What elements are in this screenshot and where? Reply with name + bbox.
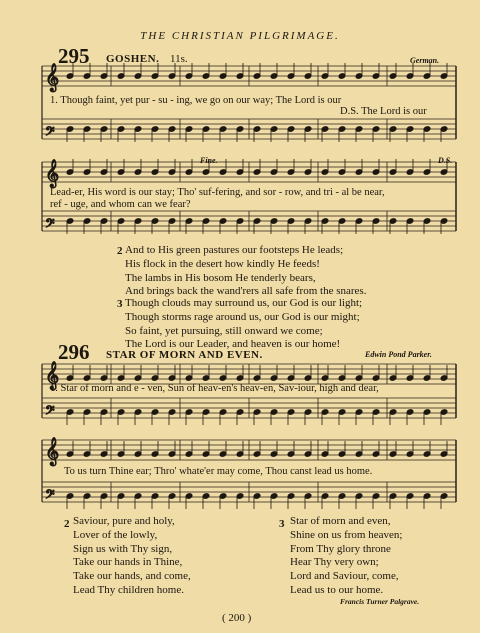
verse-line: And brings back the wand'rers all safe from the snares. xyxy=(125,285,367,298)
hymn-295-verse-3 xyxy=(125,297,362,352)
hymn-295-number: 295 xyxy=(58,44,90,68)
hymn-296-number: 296 xyxy=(58,340,90,364)
verse-line: Lead Thy children home. xyxy=(73,583,184,596)
hymn-295-lyric-line-1: 1. Though faint, yet pur - su - ing, we go on our way; The Lord is our xyxy=(50,95,342,106)
hymn-296-verse-2-number: 2 xyxy=(64,518,70,530)
verse-line: Though clouds may surround us, our God is our light; xyxy=(125,297,363,309)
hymn-295-lyric-line-2: Lead-er, His word is our stay; Tho' suf-fering, and sor - row, and tri - al be near, xyxy=(50,187,385,198)
verse-line: Sign us with Thy sign, xyxy=(73,542,173,555)
hymn-295-verse-2 xyxy=(125,244,366,299)
verse-line: Star of morn and even, xyxy=(290,515,391,527)
verse-line: Lead us to our home. xyxy=(290,583,384,596)
page-number: ( 200 ) xyxy=(222,612,252,624)
bass-clef-icon: 𝄢 xyxy=(45,124,55,142)
hymn-295-lyric-line-3: ref - uge, and whom can we fear? xyxy=(50,199,191,210)
verse-line: And to His green pastures our footsteps He leads; xyxy=(125,244,344,256)
hymn-296-lyric-line-1: 1. Star of morn and e - ven, Sun of heav-en's heav-en, Sav-iour, high and dear, xyxy=(50,383,379,394)
verse-line: Hear Thy very own; xyxy=(290,556,379,569)
verse-line: So faint, yet pursuing, still onward we come; xyxy=(125,324,323,337)
verse-line: Though storms rage around us, our God is our might; xyxy=(125,310,360,323)
fine-mark: Fine. xyxy=(200,156,218,165)
verse-line: The lambs in His bosom He tenderly bears, xyxy=(125,271,316,284)
hymn-296-tune: STAR OF MORN AND EVEN. xyxy=(106,349,263,361)
hymn-295-verse-2-number: 2 xyxy=(117,245,123,257)
verse-line: The Lord is our Leader, and heaven is our home! xyxy=(125,338,341,351)
hymn-296-verse-3-number: 3 xyxy=(279,518,285,530)
hymn-295-tune: GOSHEN. xyxy=(106,53,160,65)
verse-line: His flock in the desert how kindly He feeds! xyxy=(125,257,320,270)
verse-line: Take our hands in Thine, xyxy=(73,556,183,569)
verse-line: Lord and Saviour, come, xyxy=(290,570,399,583)
verse-line: Lover of the lowly, xyxy=(73,528,158,541)
ds-mark: D.S. xyxy=(438,156,453,165)
running-header: THE CHRISTIAN PILGRIMAGE. xyxy=(140,30,340,42)
verse-line: From Thy glory throne xyxy=(290,542,391,555)
treble-clef-icon: 𝄞 xyxy=(45,361,60,389)
bass-clef-icon: 𝄢 xyxy=(45,403,55,421)
hymn-295-composer: German. xyxy=(410,56,440,65)
treble-clef-icon: 𝄞 xyxy=(45,159,60,187)
hymn-296-lyric-line-2: To us turn Thine ear; Thro' whate'er may come, Thou canst lead us home. xyxy=(64,466,373,477)
hymn-296-author: Francis Turner Palgrave. xyxy=(340,597,420,606)
bass-clef-icon: 𝄢 xyxy=(45,487,55,505)
verse-line: Take our hands, and come, xyxy=(73,570,191,583)
hymn-296-verse-3 xyxy=(290,515,402,598)
verse-line: Saviour, pure and holy, xyxy=(73,515,175,527)
hymn-296-composer: Edwin Pond Parker. xyxy=(365,350,432,359)
hymn-295-meter: 11s. xyxy=(170,53,188,65)
treble-clef-icon: 𝄞 xyxy=(45,437,60,465)
verse-line: Shine on us from heaven; xyxy=(290,528,403,541)
hymn-296-verse-2 xyxy=(73,515,191,598)
hymn-295-ds-line: D.S. The Lord is our xyxy=(340,106,427,117)
hymn-295-verse-3-number: 3 xyxy=(117,298,123,310)
treble-clef-icon: 𝄞 xyxy=(45,63,60,91)
bass-clef-icon: 𝄢 xyxy=(45,216,55,234)
